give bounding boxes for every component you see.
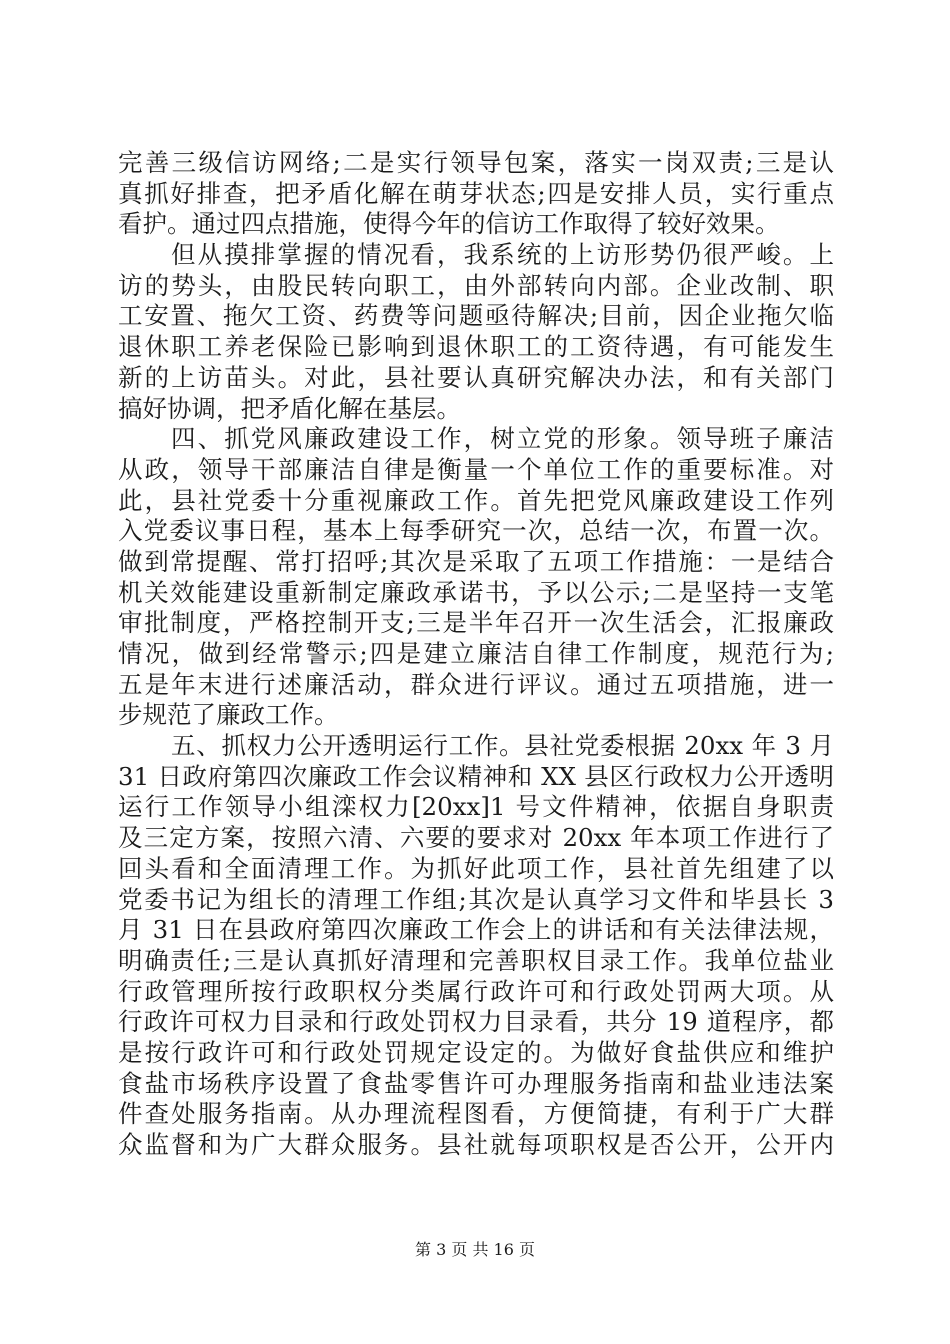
text-line: 新的上访苗头。对此，县社要认真研究解决办法，和有关部门 [118,362,834,392]
text-line: 是按行政许可和行政处罚规定设定的。为做好食盐供应和维护 [118,1037,834,1067]
text-line: 入党委议事日程，基本上每季研究一次，总结一次，布置一次。 [118,516,834,546]
text-line: 行政许可权力目录和行政处罚权力目录看，共分 19 道程序，都 [118,1007,834,1037]
text-line: 及三定方案，按照六清、六要的要求对 20xx 年本项工作进行了 [118,823,834,853]
text-line: 访的势头，由股民转向职工，由外部转向内部。企业改制、职 [118,270,834,300]
text-line: 步规范了廉政工作。 [118,700,339,730]
text-line: 回头看和全面清理工作。为抓好此项工作，县社首先组建了以 [118,853,834,883]
text-line: 行政管理所按行政职权分类属行政许可和行政处罚两大项。从 [118,976,834,1006]
text-line: 从政，领导干部廉洁自律是衡量一个单位工作的重要标准。对 [118,454,834,484]
paragraph-first-line: 五、抓权力公开透明运行工作。县社党委根据 20xx 年 3 月 [171,731,834,761]
text-line: 真抓好排查，把矛盾化解在萌芽状态;四是安排人员，实行重点 [118,178,834,208]
page-number-footer: 第 3 页 共 16 页 [415,1240,535,1259]
paragraph-first-line: 四、抓党风廉政建设工作，树立党的形象。领导班子廉洁 [171,424,834,454]
text-line: 此，县社党委十分重视廉政工作。首先把党风廉政建设工作列 [118,485,834,515]
paragraph-first-line: 但从摸排掌握的情况看，我系统的上访形势仍很严峻。上 [171,240,834,270]
text-line: 月 31 日在县政府第四次廉政工作会上的讲话和有关法律法规， [118,915,834,945]
text-line: 审批制度，严格控制开支;三是半年召开一次生活会，汇报廉政 [118,608,834,638]
text-line: 工安置、拖欠工资、药费等问题亟待解决;目前，因企业拖欠临 [118,301,834,331]
text-line: 搞好协调，把矛盾化解在基层。 [118,393,461,423]
text-line: 众监督和为广大群众服务。县社就每项职权是否公开，公开内 [118,1130,834,1159]
text-line: 退休职工养老保险已影响到退休职工的工资待遇，有可能发生 [118,332,834,362]
text-line: 食盐市场秩序设置了食盐零售许可办理服务指南和盐业违法案 [118,1068,834,1098]
text-line: 情况，做到经常警示;四是建立廉洁自律工作制度，规范行为; [118,639,834,668]
text-line: 做到常提醒、常打招呼;其次是采取了五项工作措施：一是结合 [118,546,834,576]
text-line: 明确责任;三是认真抓好清理和完善职权目录工作。我单位盐业 [118,945,834,975]
text-line: 件查处服务指南。从办理流程图看，方便简捷，有利于广大群 [118,1099,834,1129]
text-line: 运行工作领导小组滦权力[20xx]1 号文件精神，依据自身职责 [118,792,834,822]
text-line: 完善三级信访网络;二是实行领导包案，落实一岗双责;三是认 [118,148,834,177]
text-line: 党委书记为组长的清理工作组;其次是认真学习文件和毕县长 3 [118,884,834,914]
text-line: 31 日政府第四次廉政工作会议精神和 XX 县区行政权力公开透明 [118,761,834,791]
body-text [118,148,834,1161]
text-line: 看护。通过四点措施，使得今年的信访工作取得了较好效果。 [118,209,780,239]
text-line: 机关效能建设重新制定廉政承诺书，予以公示;二是坚持一支笔 [118,577,834,607]
text-line: 五是年末进行述廉活动，群众进行评议。通过五项措施，进一 [118,669,834,699]
